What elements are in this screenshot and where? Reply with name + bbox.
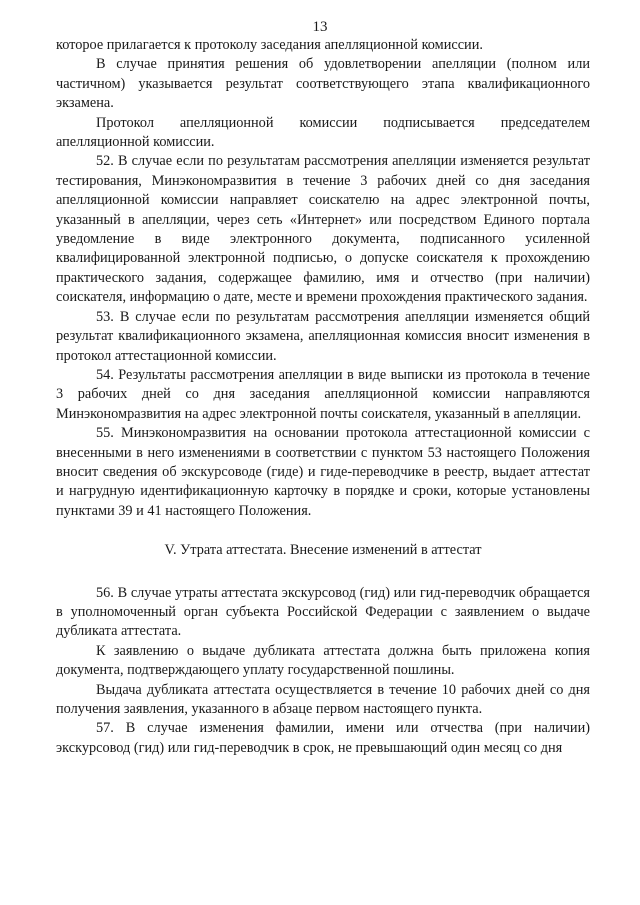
paragraph-52: 52. В случае если по результатам рассмотрения апелляции изменяется результат тестирования, Минэкономразвития в течение 3 рабочих дней со дня заседания апелляционной комиссии направляет соискателю на адрес электронной почты, указанный в апелляции, через сеть «Интернет» или посредством Единого портала уведомление в виде электронного документа, подписанного усиленной квалифицированной электронной подписью, о допуске соискателя к прохождению практического задания, содержащее фамилию, имя и отчество (при наличии) соискателя, информацию о дате, месте и времени прохождения практического задания.: [56, 153, 590, 306]
paragraph-protocol-signature: Протокол апелляционной комиссии подписывается председателем апелляционной комиссии.: [56, 114, 590, 151]
paragraph-continuation: которое прилагается к протоколу заседания апелляционной комиссии.: [56, 37, 483, 53]
document-body: [56, 36, 590, 758]
paragraph-53: 53. В случае если по результатам рассмотрения апелляции изменяется общий результат квалификационного экзамена, апелляционная комиссия вносит изменения в протокол аттестационной комиссии.: [56, 308, 590, 364]
section-heading: V. Утрата аттестата. Внесение изменений в аттестат: [164, 542, 482, 559]
paragraph-55: 55. Минэкономразвития на основании протокола аттестационной комиссии с внесенными в него изменениями в соответствии с пунктом 53 настоящего Положения вносит сведения об экскурсоводе (гиде) и гиде-переводчике в реестр, выдает аттестат и нагрудную идентификационную карточку в порядке и сроки, которые установлены пунктами 39 и 41 настоящего Положения.: [56, 425, 590, 519]
paragraph-duplicate-fee: К заявлению о выдаче дубликата аттестата должна быть приложена копия документа, подтверждающего уплату государственной пошлины.: [56, 642, 590, 679]
paragraph-56: 56. В случае утраты аттестата экскурсовод (гид) или гид-переводчик обращается в уполномоченный орган субъекта Российской Федерации с заявлением о выдаче дубликата аттестата.: [56, 584, 590, 640]
paragraph-appeal-result: В случае принятия решения об удовлетворении апелляции (полном или частичном) указывается результат соответствующего этапа квалификационного экзамена.: [56, 56, 590, 112]
paragraph-duplicate-term: Выдача дубликата аттестата осуществляется в течение 10 рабочих дней со дня получения заявления, указанного в абзаце первом настоящего пункта.: [56, 681, 590, 717]
page-number: 13: [312, 19, 328, 35]
paragraph-57: 57. В случае изменения фамилии, имени или отчества (при наличии) экскурсовод (гид) или гид-переводчик в срок, не превышающий один месяц со дня: [56, 720, 590, 756]
paragraph-54: 54. Результаты рассмотрения апелляции в виде выписки из протокола в течение 3 рабочих дней со дня заседания апелляционной комиссии направляются Минэкономразвития на адрес электронной почты соискателя, указанный в апелляции.: [56, 366, 590, 422]
